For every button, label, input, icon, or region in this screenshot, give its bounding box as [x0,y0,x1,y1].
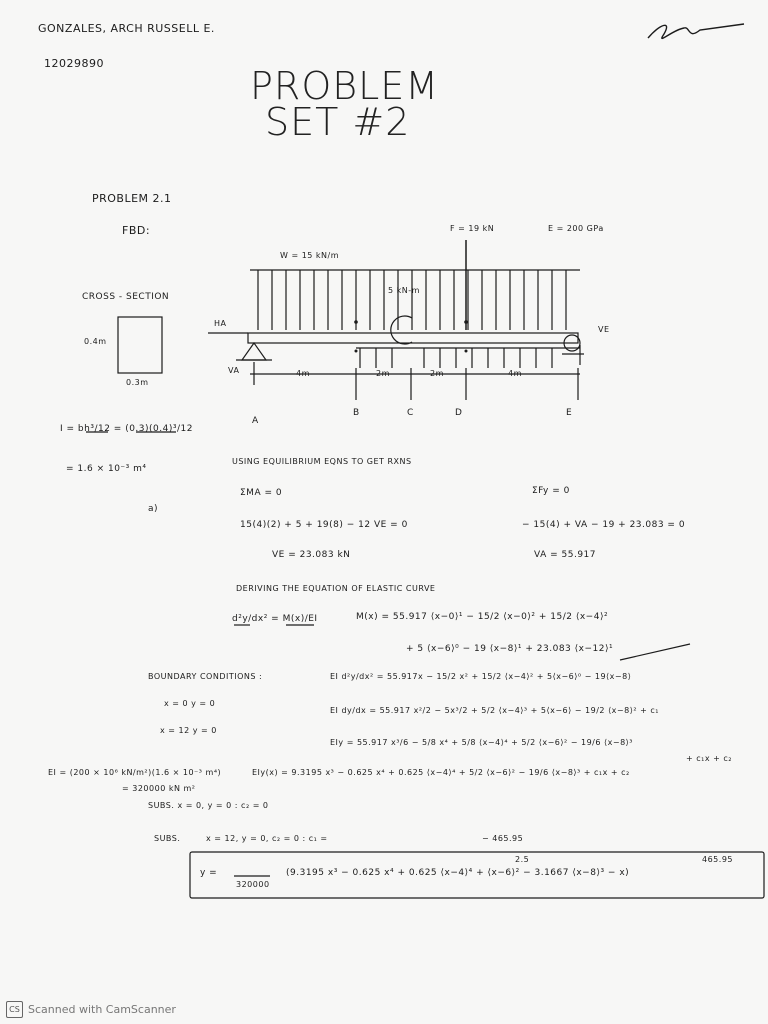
modulus-label: E = 200 GPa [548,224,604,233]
pin-support [242,343,266,360]
span-4: 4m [508,369,522,378]
ve-result: VE = 23.083 kN [272,550,351,560]
boundary-condition-2: x = 12 y = 0 [160,726,217,735]
va-label: VA [228,366,240,375]
substitution-1: SUBS. x = 0, y = 0 : c₂ = 0 [148,801,269,810]
beam [248,333,578,343]
point-e: E [566,408,573,418]
point-b: B [353,408,360,418]
ei-result: = 320000 kN m² [122,784,196,793]
moment-equation: 15(4)(2) + 5 + 19(8) − 12 VE = 0 [240,520,408,530]
span-2: 2m [376,369,390,378]
final-denominator: 320000 [236,880,270,889]
force-equation: − 15(4) + VA − 19 + 23.083 = 0 [522,520,686,530]
ve-label: VE [598,325,610,334]
upward-load-arrows [360,348,552,368]
cross-section-label: CROSS - SECTION [82,292,170,302]
point-c: C [407,408,414,418]
load-arrows [258,270,566,330]
va-result: VA = 55.917 [534,550,596,560]
part-label: a) [148,504,159,514]
final-y-prefix: y = [200,868,218,878]
camscanner-logo-icon: CS [6,1001,23,1018]
inertia-formula: I = bh³/12 = (0.3)(0.4)³/12 [60,424,193,434]
force-sum-label: ΣFy = 0 [532,486,570,496]
final-equation: (9.3195 x³ − 0.625 x⁴ + 0.625 ⟨x−4⟩⁴ + ⟨x−6⟩² − 3.1667 ⟨x−8⟩³ − x) [286,868,630,878]
moment-curl [391,316,412,344]
student-id: 12029890 [44,57,104,70]
diff-equation: d²y/dx² = M(x)/EI [232,614,318,624]
derivation-heading: DERIVING THE EQUATION OF ELASTIC CURVE [236,584,436,593]
student-name: GONZALES, ARCH RUSSELL E. [38,22,215,35]
final-coefficient-a: 2.5 [515,855,530,864]
ei-value: EI = (200 × 10⁶ kN/m²)(1.6 × 10⁻³ m⁴) [48,768,222,777]
ei-first-derivative: EI dy/dx = 55.917 x²/2 − 5x³/2 + 5/2 ⟨x−4⟩³ + 5⟨x−6⟩ − 19/2 ⟨x−8⟩² + c₁ [330,706,659,715]
point-force-label: F = 19 kN [450,224,495,233]
moment-function-1: M(x) = 55.917 ⟨x−0⟩¹ − 15/2 ⟨x−0⟩² + 15/2 ⟨x−4⟩² [356,612,609,622]
substitution-2-label: SUBS. [154,834,181,843]
point-d: D [455,408,463,418]
watermark-text: Scanned with CamScanner [28,1002,176,1016]
cross-section-width: 0.3m [126,378,149,387]
title-line-2: SET #2 [265,100,411,144]
final-coefficient-b: 465.95 [702,855,733,864]
signature [648,24,744,38]
substitution-2: x = 12, y = 0, c₂ = 0 : c₁ = [206,834,328,843]
moment-sum-label: ΣMA = 0 [240,488,283,498]
title-line-1: PROBLEM [250,64,440,108]
moment-function-2: + 5 ⟨x−6⟩⁰ − 19 ⟨x−8⟩¹ + 23.083 ⟨x−12⟩¹ [406,644,614,654]
boundary-heading: BOUNDARY CONDITIONS : [148,672,263,681]
ha-label: HA [214,319,227,328]
point-a: A [252,416,259,426]
elastic-curve-equation: EIy(x) = 9.3195 x³ − 0.625 x⁴ + 0.625 ⟨x−4⟩⁴ + 5/2 ⟨x−6⟩² − 19/6 ⟨x−8⟩³ + c₁x + c₂ [252,768,630,777]
span-1: 4m [296,369,310,378]
ei-deflection-constants: + c₁x + c₂ [686,754,732,763]
c1-value: − 465.95 [482,834,524,843]
cross-section-height: 0.4m [84,337,107,346]
distributed-load-label: W = 15 kN/m [280,251,340,260]
cross-section-rect [118,317,162,373]
ei-deflection: EIy = 55.917 x³/6 − 5/8 x⁴ + 5/8 ⟨x−4⟩⁴ + 5/2 ⟨x−6⟩² − 19/6 ⟨x−8⟩³ [330,738,633,747]
inertia-value: = 1.6 × 10⁻³ m⁴ [66,464,147,474]
ei-second-derivative: EI d²y/dx² = 55.917x − 15/2 x² + 15/2 ⟨x−4⟩² + 5⟨x−6⟩⁰ − 19⟨x−8⟩ [330,672,632,681]
problem-heading: PROBLEM 2.1 [92,192,172,205]
span-3: 2m [430,369,444,378]
scanner-watermark [6,1000,176,1018]
boundary-condition-1: x = 0 y = 0 [164,699,216,708]
fbd-label: FBD: [122,224,151,237]
moment-label: 5 kN-m [388,286,420,295]
equilibrium-heading: USING EQUILIBRIUM EQNS TO GET RXNS [232,457,412,466]
